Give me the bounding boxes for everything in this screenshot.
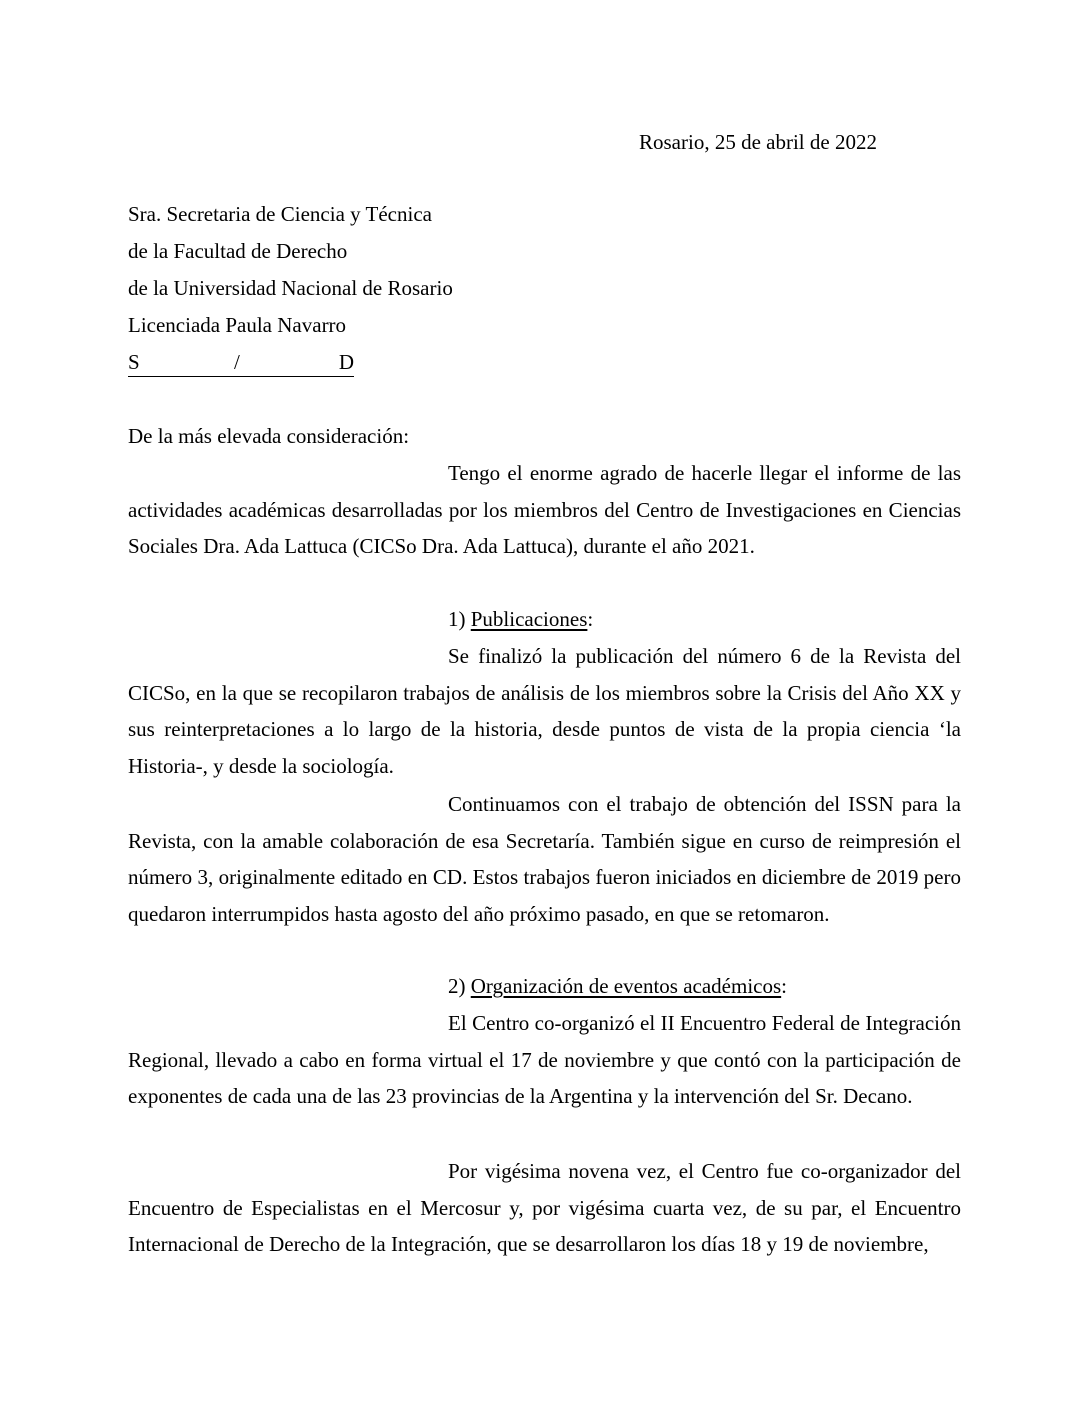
section-1-p2-text: Continuamos con el trabajo de obtención del ISSN para la Revista, con la amable colaboración de esa Secretaría. También sigue en curso de reimpresión el número 3, originalmente editado en CD. Estos trabajos fueron iniciados en diciembre de 2019 pero quedaron interrumpidos hasta agosto del año próximo pasado, en que se retomaron. xyxy=(128,792,961,927)
section-1-colon: : xyxy=(587,607,594,631)
section-1-paragraph-2 xyxy=(128,786,961,933)
letter-date: Rosario, 25 de abril de 2022 xyxy=(639,130,877,154)
sd-slash: / xyxy=(234,350,240,374)
section-2-number: 2) xyxy=(448,974,471,998)
recipient-line-2: de la Facultad de Derecho xyxy=(128,239,348,263)
recipient-line-4: Licenciada Paula Navarro xyxy=(128,313,347,337)
su-despacho-line xyxy=(128,348,354,377)
section-1-paragraph-1 xyxy=(128,638,961,785)
intro-text: Tengo el enorme agrado de hacerle llegar el informe de las actividades académicas desarrolladas por los miembros del Centro de Investigaciones en Ciencias Sociales Dra. Ada Lattuca (CICSo Dra. Ada Lattuca), durante el año 2021. xyxy=(128,461,961,559)
salutation: De la más elevada consideración: xyxy=(128,424,410,448)
section-2-title: Organización de eventos académicos xyxy=(470,974,782,998)
section-2-p2-text: Por vigésima novena vez, el Centro fue co-organizador del Encuentro de Especialistas en el Mercosur y, por vigésima cuarta vez, de su par, el Encuentro Internacional de Derecho de la Integración, que se desarrollaron los días 18 y 19 de noviembre, xyxy=(128,1159,961,1257)
section-2-p1-text: El Centro co-organizó el II Encuentro Federal de Integración Regional, llevado a cabo en forma virtual el 17 de noviembre y que contó con la participación de exponentes de cada una de las 23 provincias de la Argentina y la intervención del Sr. Decano. xyxy=(128,1011,961,1109)
intro-paragraph xyxy=(128,455,961,565)
section-2-colon: : xyxy=(781,974,787,998)
section-1-title: Publicaciones xyxy=(470,607,588,631)
section-2-paragraph-1 xyxy=(128,1005,961,1115)
section-1-number: 1) xyxy=(448,607,471,631)
section-1-heading xyxy=(448,605,593,633)
section-2-paragraph-2 xyxy=(128,1153,961,1263)
recipient-line-1: Sra. Secretaria de Ciencia y Técnica xyxy=(128,202,432,226)
recipient-line-3: de la Universidad Nacional de Rosario xyxy=(128,276,453,300)
sd-d: D xyxy=(338,350,354,374)
section-1-p1-text: Se finalizó la publicación del número 6 de la Revista del CICSo, en la que se recopilaron trabajos de análisis de los miembros sobre la Crisis del Año XX y sus reinterpretaciones a lo largo de la historia, desde puntos de vista de la propia ciencia ‘la Historia-, y desde la sociología. xyxy=(128,644,961,779)
section-2-heading xyxy=(448,972,787,1000)
sd-s: S xyxy=(128,350,140,374)
